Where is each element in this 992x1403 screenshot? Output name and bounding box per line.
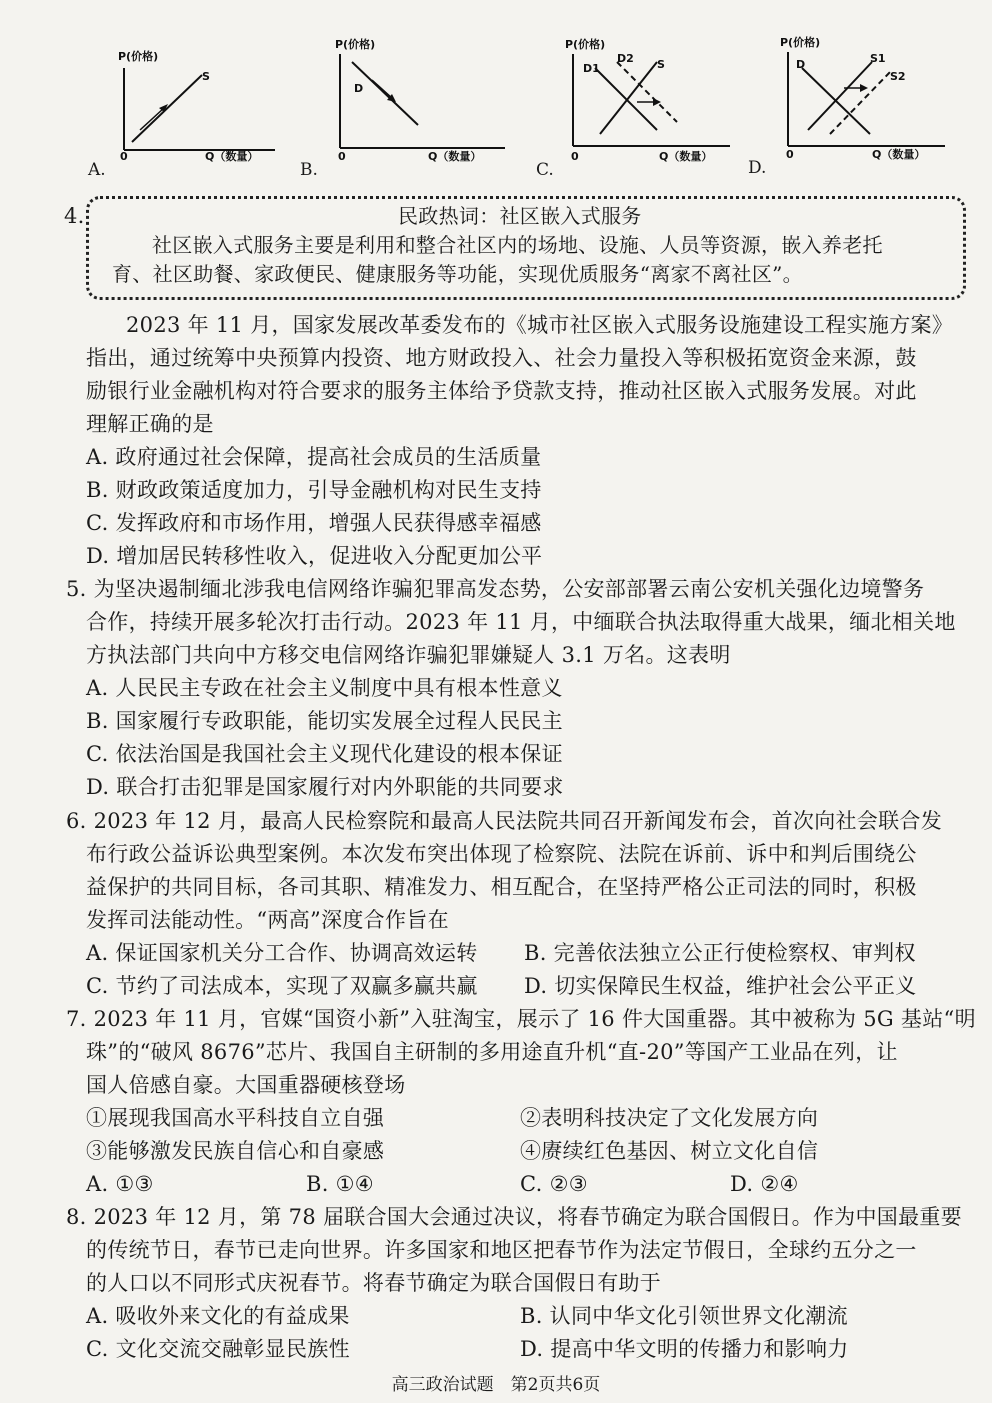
question-4-option-b: B. 财政政策适度加力，引导金融机构对民生支持: [86, 478, 542, 502]
question-7-option-d: D. ②④: [730, 1172, 799, 1196]
curve-label: D: [354, 82, 364, 95]
question-5-line-3: 方执法部门共向中方移交电信网络诈骗犯罪嫌疑人 3.1 万名。这表明: [86, 643, 731, 667]
question-5-option-c: C. 依法治国是我国社会主义现代化建设的根本保证: [86, 742, 563, 766]
question-7-option-a: A. ①③: [86, 1172, 154, 1196]
question-4-option-a: A. 政府通过社会保障，提高社会成员的生活质量: [86, 445, 542, 469]
curve-label-s1: S1: [870, 52, 886, 65]
question-7-line-3: 国人倍感自豪。大国重器硬核登场: [86, 1073, 406, 1097]
question-5-option-b: B. 国家履行专政职能，能切实发展全过程人民民主: [86, 709, 563, 733]
price-axis-label: P(价格): [118, 50, 159, 63]
graph-c: [565, 30, 735, 164]
graph-d: [780, 30, 950, 164]
hot-word-title: 民政热词：社区嵌入式服务: [398, 204, 642, 228]
question-7-option-c: C. ②③: [520, 1172, 588, 1196]
supply-curve-graph: [110, 30, 280, 163]
quantity-axis-label: Q（数量）: [428, 150, 482, 163]
question-6-option-a: A. 保证国家机关分工合作、协调高效运转: [86, 941, 478, 965]
question-6-line-3: 益保护的共同目标，各司其职、精准发力、相互配合，在坚持严格公正司法的同时，积极: [86, 875, 917, 899]
question-6-line-4: 发挥司法能动性。“两高”深度合作旨在: [86, 908, 449, 932]
graph-b: [330, 30, 510, 164]
question-7-statement-4: ④赓续红色基因、树立文化自信: [520, 1139, 819, 1163]
price-axis-label: P(价格): [565, 38, 606, 51]
curve-label-d1: D1: [583, 62, 600, 75]
question-6-line-2: 布行政公益诉讼典型案例。本次发布突出体现了检察院、法院在诉前、诉中和判后围绕公: [86, 842, 917, 866]
question-7-line-1: 7. 2023 年 11 月，官媒“国资小新”入驻淘宝，展示了 16 件大国重器。其中被称为 5G 基站“明: [66, 1007, 976, 1031]
question-7-line-2: 珠”的“破风 8676”芯片、我国自主研制的多用途直升机“直-20”等国产工业品在列，让: [86, 1040, 898, 1064]
question-4-option-d: D. 增加居民转移性收入，促进收入分配更加公平: [86, 544, 543, 568]
origin-label: 0: [571, 150, 579, 163]
quantity-axis-label: Q（数量）: [872, 148, 926, 161]
price-axis-label: P(价格): [780, 36, 821, 49]
quantity-axis-label: Q（数量）: [205, 150, 259, 163]
page-footer: 高三政治试题 第2页共6页: [391, 1375, 601, 1395]
question-4-number: 4.: [64, 204, 85, 228]
question-4-stem-1: 2023 年 11 月，国家发展改革委发布的《城市社区嵌入式服务设施建设工程实施方案》: [126, 313, 954, 337]
supply-shift-graph: [780, 30, 950, 160]
graph-option-c: C.: [536, 160, 554, 180]
question-6-option-d: D. 切实保障民生权益，维护社会公平正义: [524, 974, 917, 998]
question-4-stem-2: 指出，通过统筹中央预算内投资、地方财政投入、社会力量投入等积极拓宽资金来源，鼓: [86, 346, 917, 370]
demand-shift-graph: [565, 30, 735, 163]
question-5-line-2: 合作，持续开展多轮次打击行动。2023 年 11 月，中缅联合执法取得重大战果，缅北相关地: [86, 610, 956, 634]
curve-label-s: S: [657, 58, 665, 71]
curve-label-s2: S2: [890, 70, 906, 83]
question-4-option-c: C. 发挥政府和市场作用，增强人民获得感幸福感: [86, 511, 542, 535]
hot-word-line-2: 育、社区助餐、家政便民、健康服务等功能，实现优质服务“离家不离社区”。: [112, 262, 803, 286]
quantity-axis-label: Q（数量）: [659, 150, 713, 163]
question-6-option-b: B. 完善依法独立公正行使检察权、审判权: [524, 941, 916, 965]
origin-label: 0: [120, 150, 128, 163]
question-5-line-1: 5. 为坚决遏制缅北涉我电信网络诈骗犯罪高发态势，公安部部署云南公安机关强化边境警务: [66, 577, 925, 601]
demand-curve-graph: [330, 30, 510, 163]
origin-label: 0: [338, 150, 346, 163]
question-4-stem-4: 理解正确的是: [86, 412, 214, 436]
question-8-line-3: 的人口以不同形式庆祝春节。将春节确定为联合国假日有助于: [86, 1271, 662, 1295]
graph-option-d: D.: [748, 158, 767, 178]
question-8-line-2: 的传统节日，春节已走向世界。许多国家和地区把春节作为法定节假日，全球约五分之一: [86, 1238, 917, 1262]
question-7-option-b: B. ①④: [306, 1172, 374, 1196]
price-axis-label: P(价格): [335, 38, 376, 51]
question-7-statement-1: ①展现我国高水平科技自立自强: [86, 1106, 385, 1130]
question-8-option-b: B. 认同中华文化引领世界文化潮流: [520, 1304, 848, 1328]
question-5-option-d: D. 联合打击犯罪是国家履行对内外职能的共同要求: [86, 775, 564, 799]
question-4-stem-3: 励银行业金融机构对符合要求的服务主体给予贷款支持，推动社区嵌入式服务发展。对此: [86, 379, 917, 403]
question-8-option-d: D. 提高中华文明的传播力和影响力: [520, 1337, 849, 1361]
graph-option-a: A.: [88, 160, 106, 180]
question-5-option-a: A. 人民民主专政在社会主义制度中具有根本性意义: [86, 676, 563, 700]
question-8-line-1: 8. 2023 年 12 月，第 78 届联合国大会通过决议，将春节确定为联合国假日。作为中国最重要: [66, 1205, 962, 1229]
curve-label: S: [202, 70, 210, 83]
question-8-option-a: A. 吸收外来文化的有益成果: [86, 1304, 350, 1328]
question-6-option-c: C. 节约了司法成本，实现了双赢多赢共赢: [86, 974, 478, 998]
graph-option-b: B.: [300, 160, 318, 180]
question-7-statement-2: ②表明科技决定了文化发展方向: [520, 1106, 819, 1130]
origin-label: 0: [786, 148, 794, 161]
curve-label-d: D: [796, 58, 806, 71]
question-8-option-c: C. 文化交流交融彰显民族性: [86, 1337, 350, 1361]
question-7-statement-3: ③能够激发民族自信心和自豪感: [86, 1139, 385, 1163]
hot-word-line-1: 社区嵌入式服务主要是利用和整合社区内的场地、设施、人员等资源，嵌入养老托: [152, 233, 883, 257]
question-6-line-1: 6. 2023 年 12 月，最高人民检察院和最高人民法院共同召开新闻发布会，首次向社会联合发: [66, 809, 942, 833]
curve-label-d2: D2: [617, 52, 634, 65]
graph-a: [110, 30, 280, 164]
